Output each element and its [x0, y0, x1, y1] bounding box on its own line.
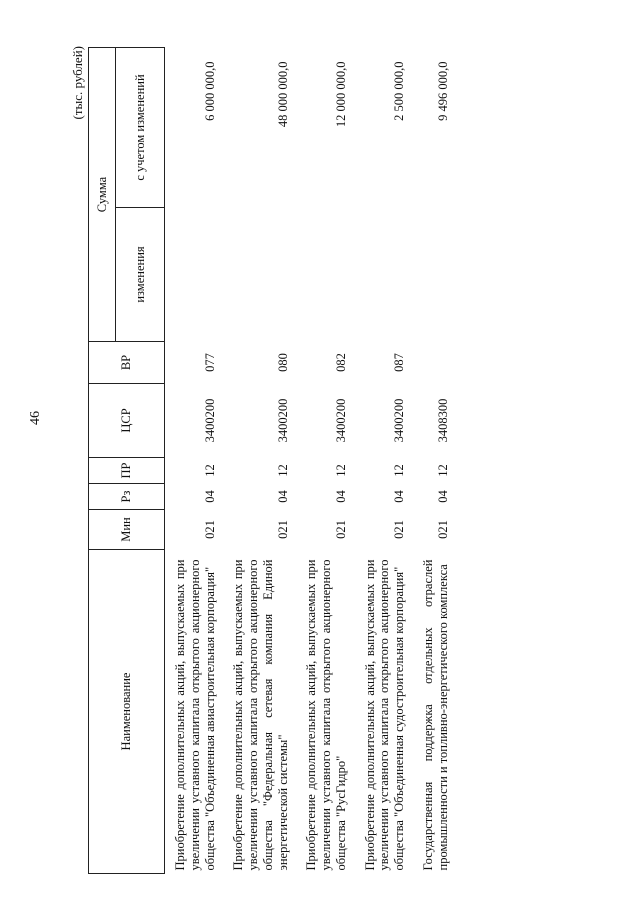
row-pr: 12 [202, 464, 217, 477]
row-min: 021 [392, 520, 406, 539]
row-name: Приобретение дополнительных акций, выпускаемых при увеличении уставного капитала открытого акционерного общества "Объединенная судостроительная корпорация" [362, 559, 406, 871]
header-csr: ЦСР [89, 384, 165, 458]
row-with-changes: 12 000 000,0 [333, 61, 348, 128]
row-changes [296, 208, 354, 342]
table-row [223, 48, 296, 874]
row-rz: 04 [435, 490, 450, 503]
header-min: Мин [89, 510, 165, 550]
unit-note: (тыс. рублей) [70, 46, 85, 120]
header-name: Наименование [89, 550, 165, 874]
row-with-changes: 6 000 000,0 [202, 61, 217, 121]
row-min: 021 [333, 520, 348, 539]
table-row [165, 48, 224, 874]
header-vr: ВР [89, 342, 165, 384]
table-row [355, 48, 413, 874]
row-name: Государственная поддержка отдельных отраслей промышленности и топливно-энергетического комплекса [420, 559, 450, 871]
row-changes [165, 208, 224, 342]
row-vr: 077 [202, 353, 217, 372]
row-changes [223, 208, 296, 342]
row-with-changes: 48 000 000,0 [275, 61, 290, 128]
header-rz: Рз [89, 484, 165, 510]
row-pr: 12 [392, 464, 406, 477]
header-pr: ПР [89, 458, 165, 484]
rotated-document-sheet [70, 44, 590, 874]
row-csr: 3400200 [333, 398, 348, 443]
row-changes [413, 208, 457, 342]
row-pr: 12 [275, 464, 290, 477]
row-pr: 12 [333, 464, 348, 477]
table-row [296, 48, 354, 874]
row-name: Приобретение дополнительных акций, выпускаемых при увеличении уставного капитала открытого акционерного общества "РусГидро" [304, 559, 348, 871]
row-name: Приобретение дополнительных акций, выпускаемых при увеличении уставного капитала открытого акционерного общества "Федеральная сетевая компания Единой энергетической системы" [231, 559, 290, 871]
row-min: 021 [435, 520, 450, 539]
row-vr: 082 [333, 353, 348, 372]
row-rz: 04 [202, 490, 217, 503]
row-min: 021 [275, 520, 290, 539]
header-with-changes: с учетом изменений [116, 48, 165, 208]
row-vr: 087 [392, 353, 406, 372]
row-vr: 080 [275, 353, 290, 372]
row-pr: 12 [435, 464, 450, 477]
row-with-changes: 2 500 000,0 [392, 61, 406, 121]
row-vr [413, 342, 457, 384]
row-name: Приобретение дополнительных акций, выпускаемых при увеличении уставного капитала открытого акционерного общества "Объединенная авиастроительная корпорация" [173, 559, 217, 871]
row-rz: 04 [333, 490, 348, 503]
table-row [413, 48, 457, 874]
header-changes: изменения [116, 208, 165, 342]
row-with-changes: 9 496 000,0 [435, 61, 450, 121]
header-sum: Сумма [89, 48, 116, 342]
row-rz: 04 [392, 490, 406, 503]
row-rz: 04 [275, 490, 290, 503]
budget-table [88, 47, 456, 874]
row-csr: 3408300 [435, 398, 450, 443]
row-csr: 3400200 [275, 398, 290, 443]
row-changes [355, 208, 413, 342]
row-min: 021 [202, 520, 217, 539]
page-number: 46 [28, 411, 43, 425]
row-csr: 3400200 [392, 398, 406, 443]
row-csr: 3400200 [202, 398, 217, 443]
